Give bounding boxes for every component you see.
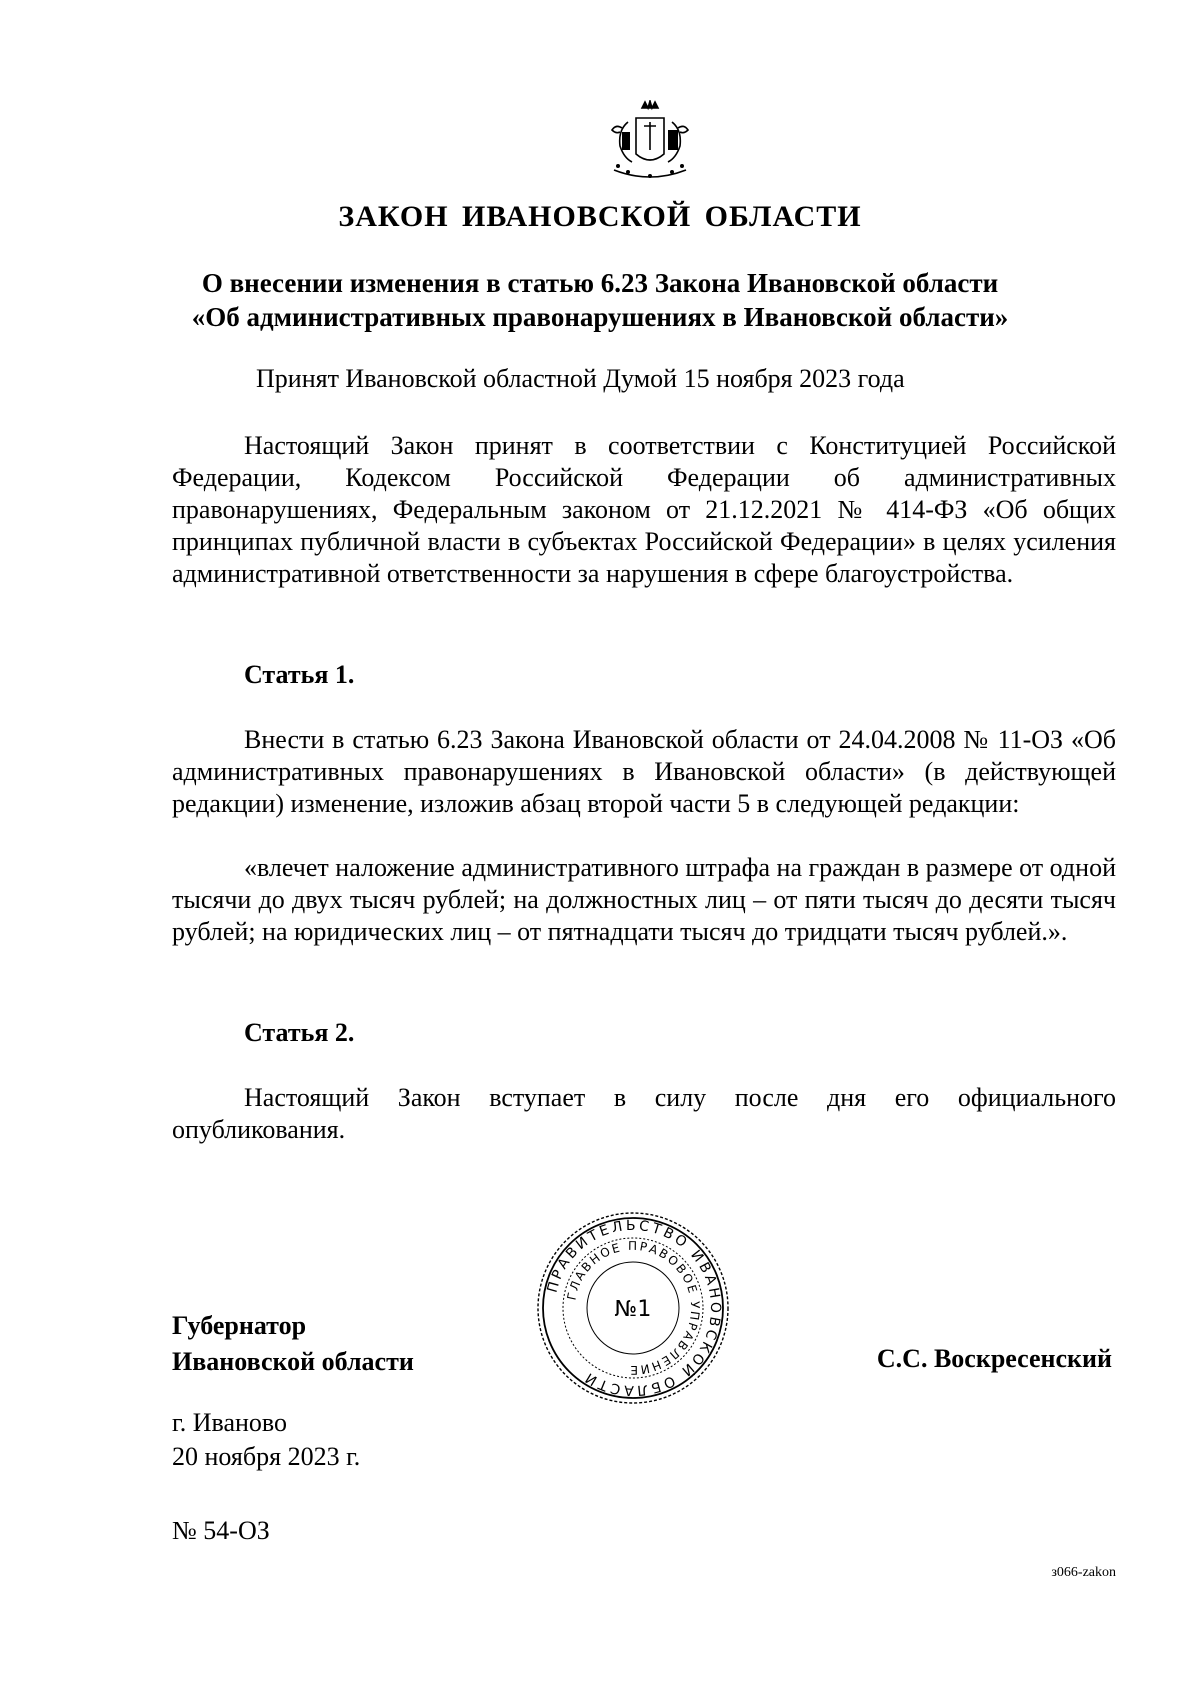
coat-of-arms-icon — [598, 100, 702, 184]
place-and-date — [172, 1406, 360, 1474]
subtitle-line-2: «Об административных правонарушениях в Ивановской области» — [191, 302, 1009, 332]
position-line-1: Губернатор — [172, 1311, 307, 1340]
document-code: з066-zakon — [1051, 1565, 1116, 1580]
document-subtitle — [120, 266, 1080, 334]
signatory-position — [172, 1308, 414, 1380]
position-line-2: Ивановской области — [172, 1347, 414, 1376]
seal-inner-text: ГЛАВНОЕ ПРАВОВОЕ УПРАВЛЕНИЕ — [564, 1238, 703, 1378]
article-1-text: Внести в статью 6.23 Закона Ивановской области от 24.04.2008 № 11-ОЗ «Об административных правонарушениях в Ивановской области» (в действующей редакции) изменение, изложив абзац второй части 5 в следующей редакции: — [172, 725, 1116, 818]
preamble-paragraph: Настоящий Закон принят в соответствии с Конституцией Российской Федерации, Кодексом Российской Федерации об административных правонарушениях, Федеральным законом от 21.12.2021 № 414-ФЗ «Об общих принципах публичной власти в субъектах Российской Федерации» в целях усиления административной ответственности за нарушения в сфере благоустройства. — [172, 431, 1116, 588]
seal-outer-text: ПРАВИТЕЛЬСТВО ИВАНОВСКОЙ ОБЛАСТИ — [544, 1217, 724, 1399]
article-1-quote: «влечет наложение административного штрафа на граждан в размере от одной тысячи до двух тысяч рублей; на должностных лиц – от пяти тысяч до десяти тысяч рублей; на юридических лиц – от пятнадцати тысяч до тридцати тысяч рублей.». — [172, 853, 1116, 946]
signatory-name: С.С. Воскресенский — [876, 1344, 1112, 1373]
article-2-heading: Статья 2. — [244, 1018, 355, 1047]
document-title: ЗАКОН ИВАНОВСКОЙ ОБЛАСТИ — [338, 200, 862, 233]
seal-number: №1 — [614, 1297, 652, 1322]
article-1-heading: Статья 1. — [244, 660, 355, 689]
law-number: № 54-ОЗ — [172, 1516, 270, 1545]
subtitle-line-1: О внесении изменения в статью 6.23 Закона Ивановской области — [201, 268, 999, 298]
adoption-note: Принят Ивановской областной Думой 15 ноября 2023 года — [256, 364, 905, 393]
signing-city: г. Иваново — [172, 1408, 287, 1437]
signing-date: 20 ноября 2023 г. — [172, 1442, 361, 1471]
official-seal — [535, 1210, 731, 1406]
article-2-text: Настоящий Закон вступает в силу после дня его официального опубликования. — [172, 1083, 1116, 1144]
